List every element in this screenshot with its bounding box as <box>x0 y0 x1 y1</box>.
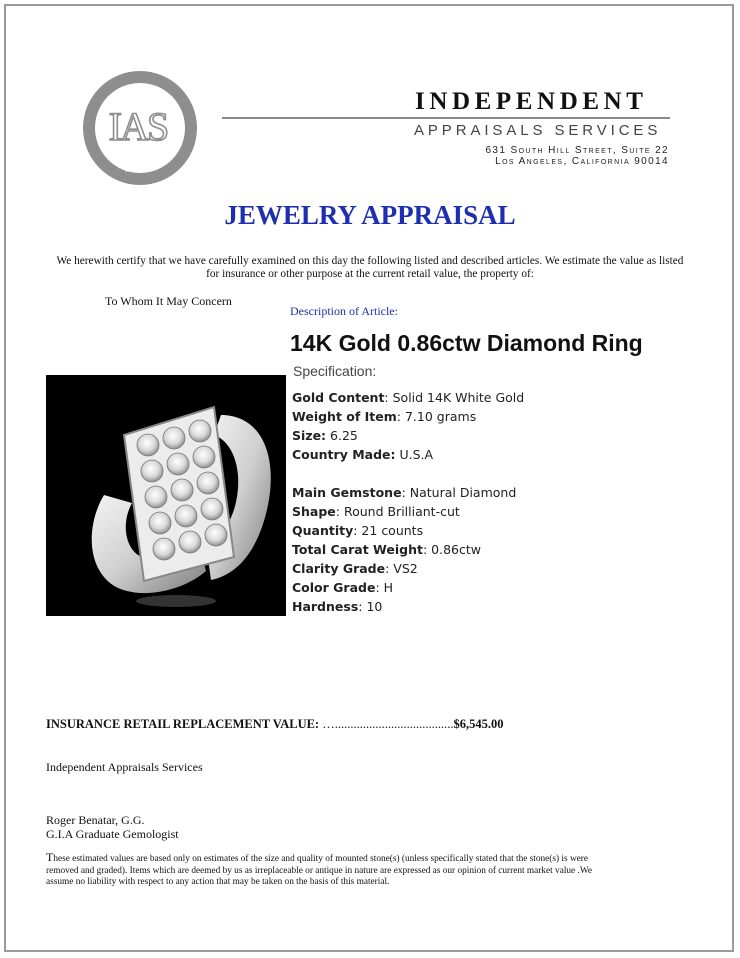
disclaimer-first-letter: T <box>46 850 54 864</box>
value-amount: $6,545.00 <box>453 717 504 731</box>
logo-monogram: IAS <box>108 104 168 149</box>
signature-company: Independent Appraisals Services <box>46 760 203 774</box>
spec-row-main-gemstone: Main Gemstone: Natural Diamond <box>292 485 517 500</box>
description-label: Description of Article: <box>290 304 398 318</box>
address-line-2: Los Angeles, California 90014 <box>495 156 669 167</box>
spec-row-color: Color Grade: H <box>292 580 394 595</box>
specification-label: Specification: <box>293 363 377 379</box>
spec-row-quantity: Quantity: 21 counts <box>292 523 424 538</box>
appraiser-title: G.I.A Graduate Gemologist <box>46 827 179 841</box>
ias-logo <box>80 68 200 188</box>
disclaimer-body: hese estimated values are based only on estimates of the size and quality of mounted stone(s) (unless specifically stated that the stone(s) is were removed and graded). Items which are deemed by us as irreplaceable or antique in nature are expressed as our opinion of current market value .We assume no liability with respect to any action that may be taken on the basis of this material. <box>46 854 592 887</box>
ring-image <box>46 375 286 616</box>
disclaimer-text <box>46 852 606 889</box>
certification-text: We herewith certify that we have carefully examined on this day the following listed and described articles. We estimate the value as listed for insurance or other purpose at the current retail value, the property of: <box>56 255 684 280</box>
document-title: JEWELRY APPRAISAL <box>224 200 516 230</box>
spec-row-weight: Weight of Item: 7.10 grams <box>292 409 477 424</box>
item-title: 14K Gold 0.86ctw Diamond Ring <box>290 330 643 356</box>
specifications-list <box>292 388 524 616</box>
address-line-1: 631 South Hill Street, Suite 22 <box>485 145 669 156</box>
replacement-value-line <box>46 717 503 732</box>
spec-row-size: Size: 6.25 <box>292 428 358 443</box>
spec-spacer <box>292 464 524 483</box>
company-subtitle: APPRAISALS SERVICES <box>414 122 662 139</box>
spec-row-gold-content: Gold Content: Solid 14K White Gold <box>292 390 525 405</box>
ring-photo <box>46 375 286 616</box>
value-leader-dots: …...................................... <box>322 717 454 731</box>
spec-row-clarity: Clarity Grade: VS2 <box>292 561 418 576</box>
logo-ring-text: Appraisal <box>109 152 171 176</box>
value-label: INSURANCE RETAIL REPLACEMENT VALUE: <box>46 717 320 731</box>
appraiser-name: Roger Benatar, G.G. <box>46 813 145 827</box>
spec-row-carat-weight: Total Carat Weight: 0.86ctw <box>292 542 481 557</box>
spec-row-hardness: Hardness: 10 <box>292 599 383 614</box>
spec-row-country: Country Made: U.S.A <box>292 447 434 462</box>
header-rule <box>222 117 670 119</box>
company-name: INDEPENDENT <box>415 88 648 115</box>
spec-row-shape: Shape: Round Brilliant-cut <box>292 504 460 519</box>
recipient: To Whom It May Concern <box>105 294 232 308</box>
